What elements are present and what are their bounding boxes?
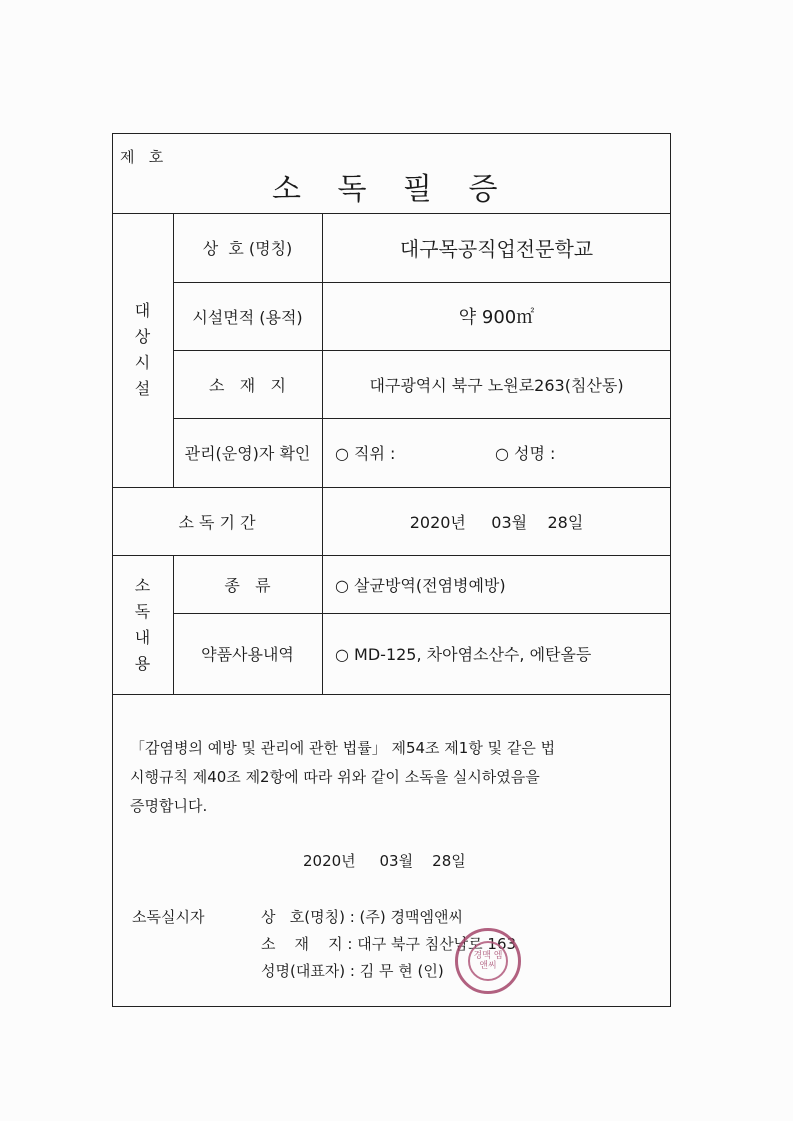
section-disinfection-content xyxy=(112,555,173,694)
divider xyxy=(322,555,323,694)
location-value: 대구광역시 북구 노원로263(침산동) xyxy=(369,375,624,395)
manager-position: ○ 직위 : xyxy=(335,444,396,463)
statement-line: 「감염병의 예방 및 관리에 관한 법률」 제54조 제1항 및 같은 법 xyxy=(130,739,556,757)
executor-representative: 성명(대표자) : 김 무 현 (인) xyxy=(261,962,444,980)
name-label: 상 호 (명칭) xyxy=(202,239,293,258)
statement-line: 증명합니다. xyxy=(130,797,208,815)
location-label: 소 재 지 xyxy=(209,375,286,395)
manager-label: 관리(운영)자 확인 xyxy=(184,444,311,463)
executor-location: 소 재 지 : 대구 북구 침산남로 163 xyxy=(261,935,517,953)
period-label: 소 독 기 간 xyxy=(178,512,256,532)
manager-name: ○ 성명 : xyxy=(495,444,556,463)
type-value: ○ 살균방역(전염병예방) xyxy=(335,575,506,595)
section-label: 대상시설 xyxy=(134,301,151,398)
period-value: 2020년 03월 28일 xyxy=(409,512,584,532)
type-label: 종 류 xyxy=(224,575,271,595)
chemical-label: 약품사용내역 xyxy=(201,645,294,664)
area-label: 시설면적 (용적) xyxy=(192,307,303,327)
divider xyxy=(112,694,671,695)
executor-label: 소독실시자 xyxy=(132,908,205,926)
name-value: 대구목공직업전문학교 xyxy=(399,237,594,261)
area-value: 약 900㎡ xyxy=(458,307,535,328)
issue-date: 2020년 03월 28일 xyxy=(303,852,466,870)
seal-text: 경맥 엠앤씨 xyxy=(468,941,508,981)
certificate-number-label: 제 호 xyxy=(120,148,164,166)
page-title: 소 독 필 증 xyxy=(271,172,512,207)
company-seal-stamp xyxy=(455,928,521,994)
statement-line: 시행규칙 제40조 제2항에 따라 위와 같이 소독을 실시하였음을 xyxy=(130,768,540,786)
section-label: 소독내용 xyxy=(134,575,151,673)
chemical-value: ○ MD-125, 차아염소산수, 에탄올등 xyxy=(335,645,592,664)
section-target-facility xyxy=(112,213,173,487)
executor-name: 상 호(명칭) : (주) 경맥엠앤씨 xyxy=(261,908,463,926)
